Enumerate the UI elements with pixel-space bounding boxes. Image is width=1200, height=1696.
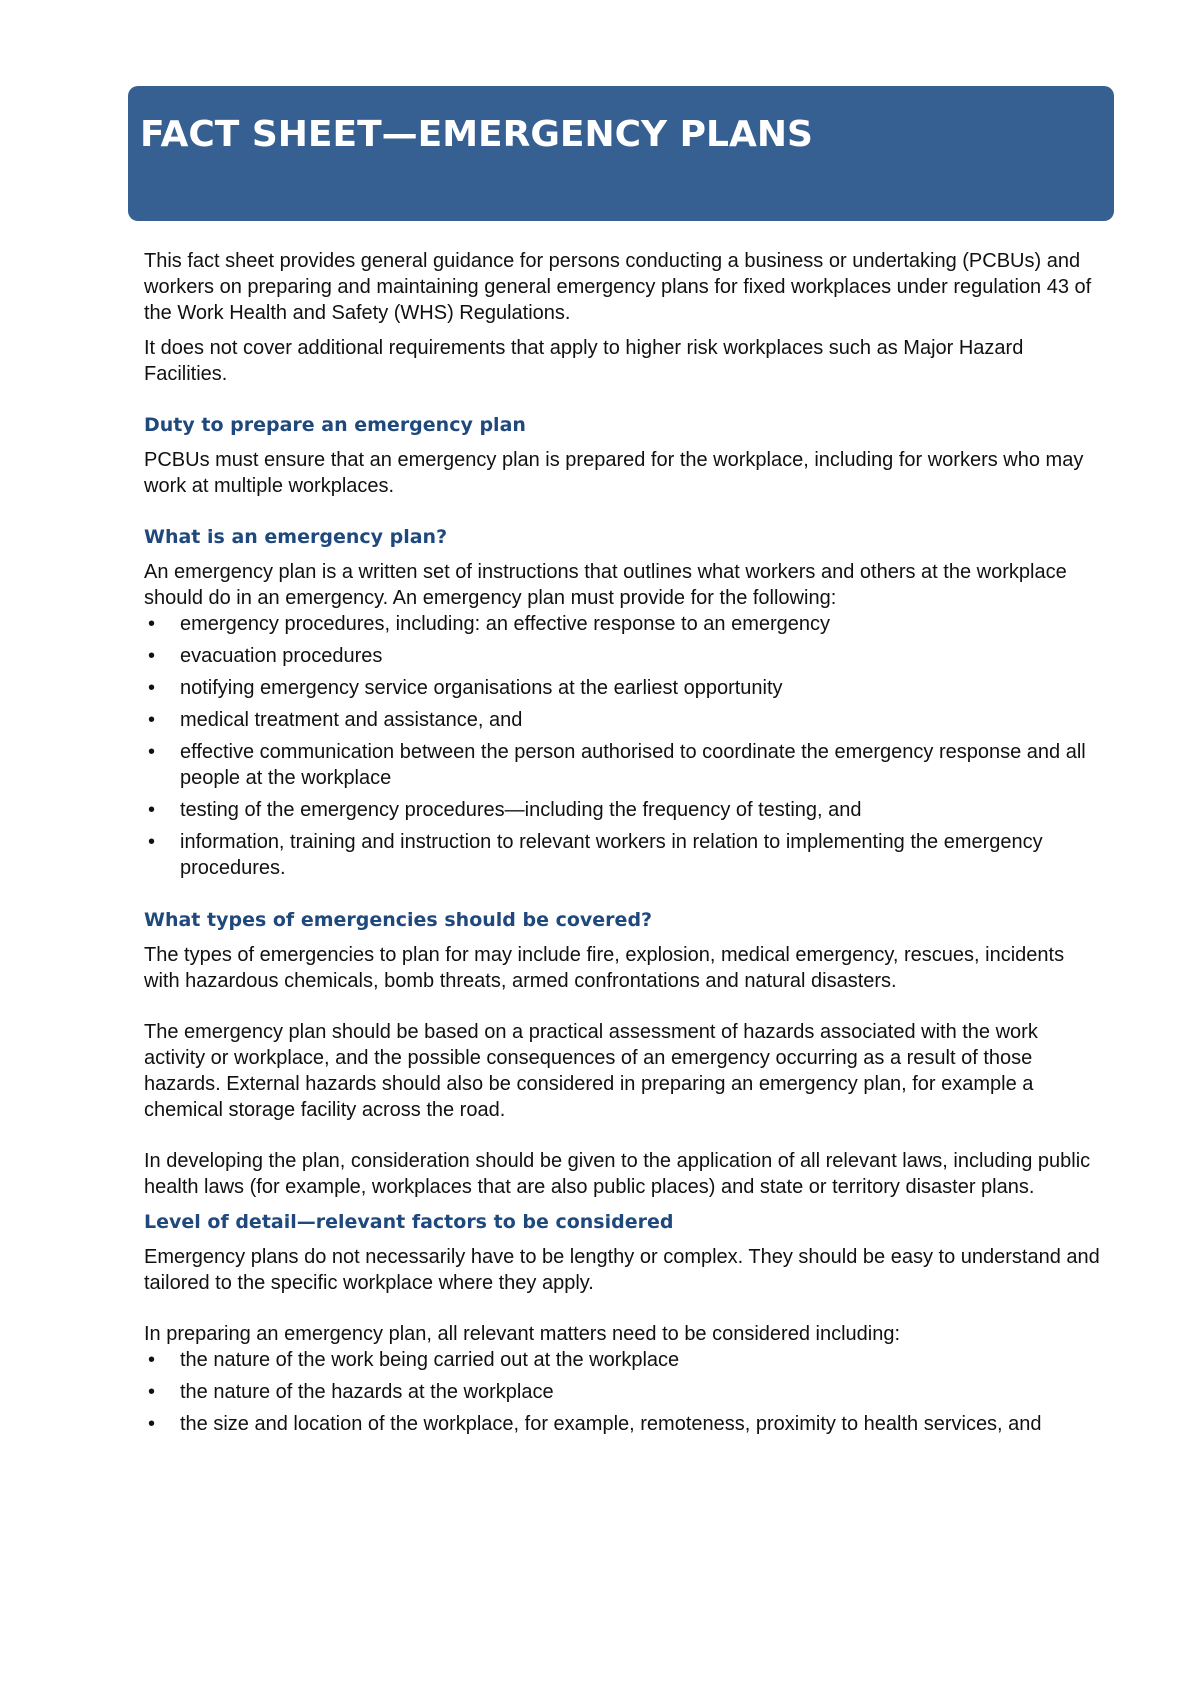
list-item: • the size and location of the workplace, for example, remoteness, proximity to health services, and	[148, 1413, 1042, 1435]
bullet-icon: •	[148, 1381, 156, 1403]
types-paragraph-1: The types of emergencies to plan for may include fire, explosion, medical emergency, rescues, incidents with hazardous chemicals, bomb threats, armed confrontations and natural disasters.	[144, 944, 1065, 992]
list-item: • effective communication between the person authorised to coordinate the emergency response and all people at the workplace	[148, 741, 1086, 789]
duty-paragraph: PCBUs must ensure that an emergency plan is prepared for the workplace, including for workers who may work at multiple workplaces.	[144, 449, 1084, 497]
types-paragraph-3: In developing the plan, consideration should be given to the application of all relevant laws, including public health laws (for example, workplaces that are also public places) and state or territory disaster plans.	[144, 1150, 1091, 1198]
factors-list	[144, 1347, 1104, 1437]
intro-paragraph-2: It does not cover additional requirements that apply to higher risk workplaces such as Major Hazard Facilities.	[144, 337, 1024, 385]
list-item: • evacuation procedures	[148, 645, 383, 667]
intro-paragraph-1: This fact sheet provides general guidance for persons conducting a business or undertaking (PCBUs) and workers on preparing and maintaining general emergency plans for fixed workplaces under regulation 43 of the Work Health and Safety (WHS) Regulations.	[144, 250, 1092, 324]
bullet-icon: •	[148, 677, 156, 699]
types-paragraph-2: The emergency plan should be based on a practical assessment of hazards associated with the work activity or workplace, and the possible consequences of an emergency occurring as a result of those hazards. External hazards should also be considered in preparing an emergency plan, for example a chemical storage facility across the road.	[144, 1021, 1038, 1121]
list-item: • notifying emergency service organisations at the earliest opportunity	[148, 677, 783, 699]
heading-duty: Duty to prepare an emergency plan	[144, 414, 526, 436]
what-is-paragraph: An emergency plan is a written set of instructions that outlines what workers and others at the workplace should do in an emergency. An emergency plan must provide for the following:	[144, 561, 1067, 609]
title-banner	[128, 86, 1114, 221]
heading-types: What types of emergencies should be covered?	[144, 909, 653, 931]
bullet-icon: •	[148, 645, 156, 667]
bullet-icon: •	[148, 1349, 156, 1371]
document-body	[144, 248, 1104, 1437]
list-item: • the nature of the hazards at the workplace	[148, 1381, 554, 1403]
requirements-list	[144, 611, 1104, 881]
bullet-icon: •	[148, 799, 156, 821]
heading-detail: Level of detail—relevant factors to be considered	[144, 1211, 674, 1233]
detail-paragraph-2: In preparing an emergency plan, all relevant matters need to be considered including:	[144, 1323, 901, 1345]
bullet-icon: •	[148, 831, 156, 853]
list-item: • the nature of the work being carried out at the workplace	[148, 1349, 680, 1371]
bullet-icon: •	[148, 709, 156, 731]
list-item: • testing of the emergency procedures—including the frequency of testing, and	[148, 799, 862, 821]
list-item: • information, training and instruction to relevant workers in relation to implementing the emergency procedures.	[148, 831, 1043, 879]
bullet-icon: •	[148, 613, 156, 635]
detail-paragraph-1: Emergency plans do not necessarily have to be lengthy or complex. They should be easy to understand and tailored to the specific workplace where they apply.	[144, 1246, 1100, 1294]
heading-what-is: What is an emergency plan?	[144, 526, 448, 548]
list-item: • medical treatment and assistance, and	[148, 709, 523, 731]
page-title: FACT SHEET—EMERGENCY PLANS	[140, 114, 813, 155]
bullet-icon: •	[148, 741, 156, 763]
list-item: • emergency procedures, including: an effective response to an emergency	[148, 613, 831, 635]
bullet-icon: •	[148, 1413, 156, 1435]
